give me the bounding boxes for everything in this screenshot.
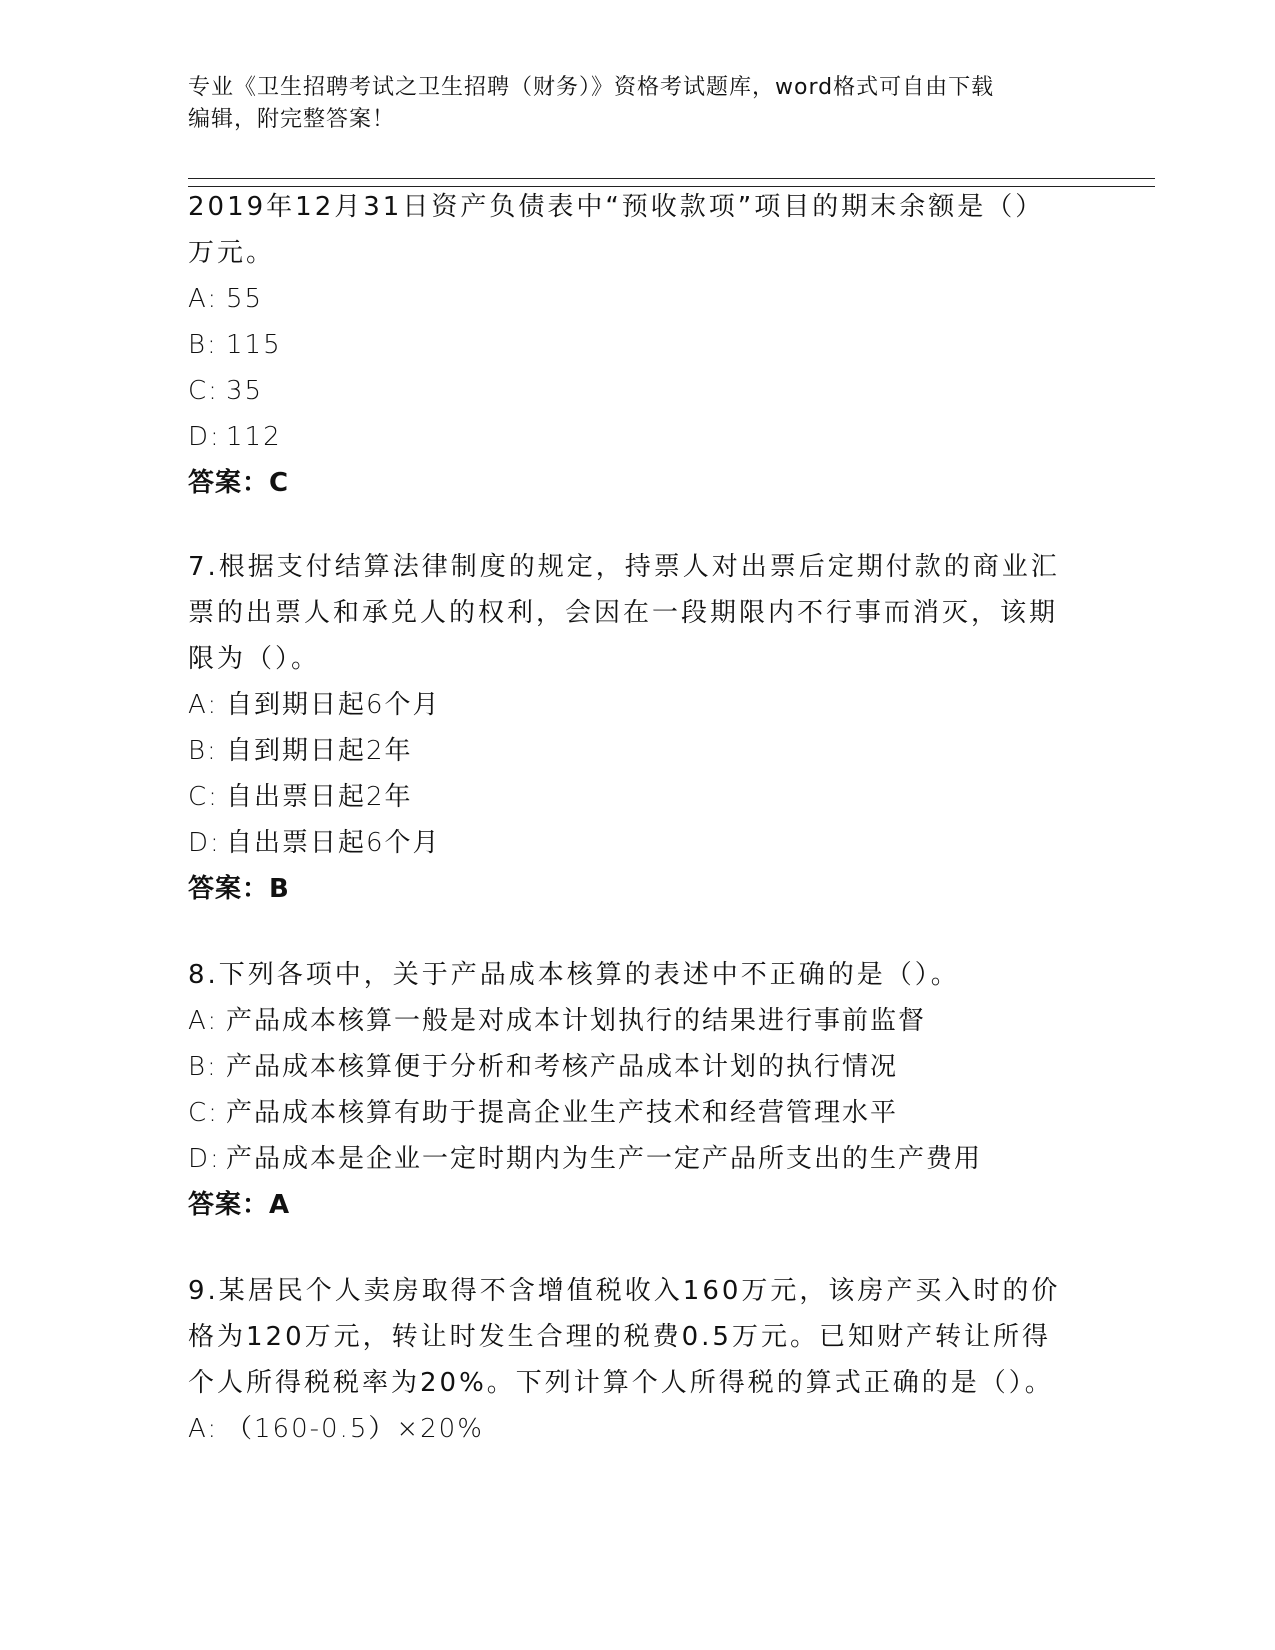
- option-a: [188, 1406, 1068, 1452]
- option-letter: B:: [188, 736, 218, 766]
- option-letter: A:: [188, 1006, 219, 1036]
- option-text: 35: [226, 376, 264, 406]
- question-9: [188, 1268, 1068, 1452]
- question-stem-line: 个人所得税税率为20%。下列计算个人所得税的算式正确的是（）。: [188, 1368, 1054, 1398]
- question-stem-line: 2019年12月31日资产负债表中“预收款项”项目的期末余额是（）: [188, 192, 1045, 222]
- option-text: 自出票日起2年: [226, 782, 413, 812]
- option-text: 产品成本核算便于分析和考核产品成本计划的执行情况: [226, 1052, 899, 1082]
- option-d: [188, 1136, 1068, 1182]
- question-stem-line: 8.下列各项中，关于产品成本核算的表述中不正确的是（）。: [188, 960, 960, 990]
- question-7: [188, 544, 1068, 912]
- option-d: [188, 820, 1068, 866]
- question-stem-line: 限为（）。: [188, 644, 321, 674]
- option-letter: D:: [188, 828, 221, 858]
- option-text: 自到期日起2年: [226, 736, 413, 766]
- option-letter: C:: [188, 376, 219, 406]
- option-text: 产品成本核算一般是对成本计划执行的结果进行事前监督: [226, 1006, 927, 1036]
- option-letter: B:: [188, 330, 218, 360]
- option-text: 产品成本核算有助于提高企业生产技术和经营管理水平: [226, 1098, 899, 1128]
- option-text: 自出票日起6个月: [226, 828, 441, 858]
- document-header: [188, 72, 1088, 136]
- question-stem-line: 票的出票人和承兑人的权利，会因在一段期限内不行事而消灭，该期: [188, 598, 1059, 628]
- option-b: [188, 728, 1068, 774]
- answer-line: 答案：A: [188, 1190, 291, 1220]
- question-stem-line: 9.某居民个人卖房取得不含增值税收入160万元，该房产买入时的价: [188, 1276, 1061, 1306]
- option-letter: D:: [188, 422, 221, 452]
- option-letter: C:: [188, 1098, 219, 1128]
- question-stem-line: 格为120万元，转让时发生合理的税费0.5万元。已知财产转让所得: [188, 1322, 1051, 1352]
- option-a: [188, 276, 1068, 322]
- option-d: [188, 414, 1068, 460]
- option-c: [188, 774, 1068, 820]
- option-text: 115: [226, 330, 282, 360]
- option-c: [188, 368, 1068, 414]
- question-8: [188, 952, 1068, 1228]
- header-line-1: 专业《卫生招聘考试之卫生招聘（财务）》资格考试题库，word格式可自由下载: [188, 75, 995, 100]
- option-letter: B:: [188, 1052, 218, 1082]
- option-a: [188, 682, 1068, 728]
- option-text: 55: [226, 284, 264, 314]
- option-letter: A:: [188, 690, 219, 720]
- option-text: 自到期日起6个月: [226, 690, 441, 720]
- option-letter: A:: [188, 1414, 219, 1444]
- option-text: 112: [226, 422, 282, 452]
- question-stem-line: 万元。: [188, 238, 276, 268]
- answer-line: 答案：C: [188, 468, 290, 498]
- option-b: [188, 322, 1068, 368]
- question-6: [188, 184, 1068, 506]
- option-text: 产品成本是企业一定时期内为生产一定产品所支出的生产费用: [226, 1144, 983, 1174]
- option-a: [188, 998, 1068, 1044]
- option-letter: D:: [188, 1144, 221, 1174]
- question-stem-line: 7.根据支付结算法律制度的规定，持票人对出票后定期付款的商业汇: [188, 552, 1060, 582]
- option-letter: C:: [188, 782, 219, 812]
- option-c: [188, 1090, 1068, 1136]
- option-text: （160-0.5）×20%: [226, 1414, 484, 1444]
- header-line-2: 编辑，附完整答案！: [188, 107, 396, 132]
- answer-line: 答案：B: [188, 874, 290, 904]
- option-b: [188, 1044, 1068, 1090]
- option-letter: A:: [188, 284, 219, 314]
